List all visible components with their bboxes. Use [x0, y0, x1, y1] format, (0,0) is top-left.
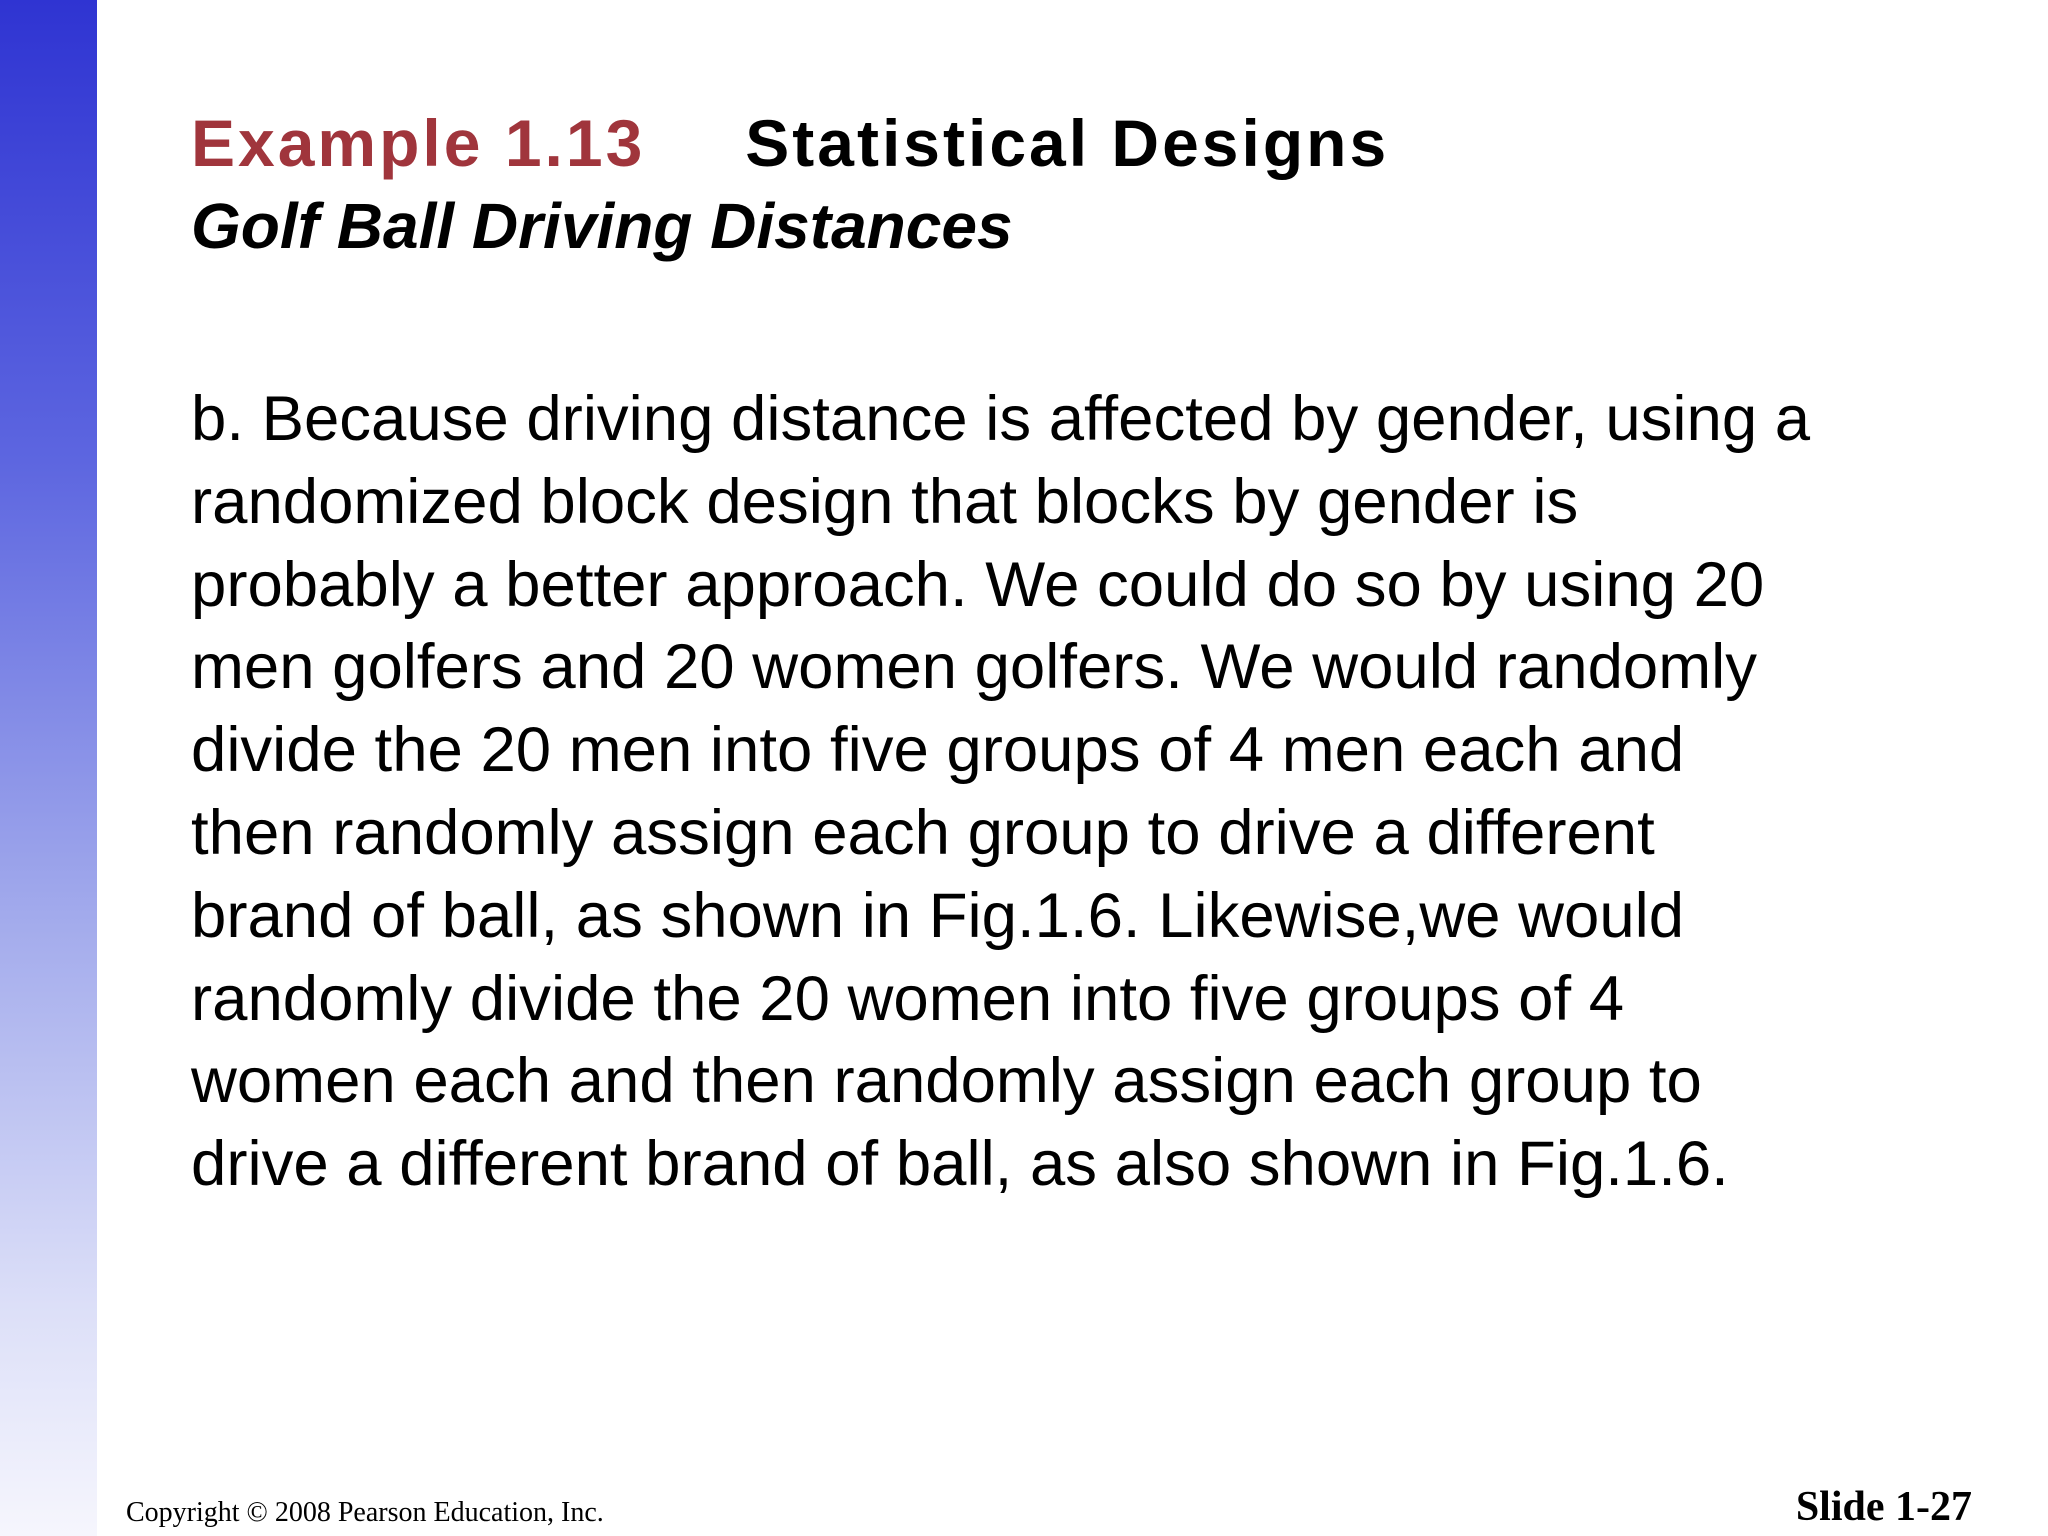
slide-subtitle: Golf Ball Driving Distances: [191, 190, 1013, 262]
body-line: then randomly assign each group to drive a different: [191, 797, 1655, 868]
body-line: randomized block design that blocks by gender is: [191, 466, 1579, 537]
slide-title: [191, 103, 1389, 183]
slide-sidebar-gradient: [0, 0, 97, 1536]
body-line: b. Because driving distance is affected by gender, using a: [191, 384, 1811, 454]
body-line: drive a different brand of ball, as also shown in Fig.1.6.: [191, 1129, 1729, 1200]
body-line: probably a better approach. We could do so by using 20: [191, 549, 1765, 620]
body-line: randomly divide the 20 women into five groups of 4: [191, 963, 1625, 1034]
body-line: brand of ball, as shown in Fig.1.6. Likewise,we would: [191, 880, 1685, 951]
copyright-notice: Copyright © 2008 Pearson Education, Inc.: [126, 1497, 604, 1528]
body-line: divide the 20 men into five groups of 4 men each and: [191, 715, 1685, 786]
slide-number: Slide 1-27: [1795, 1484, 1972, 1530]
body-text: [191, 378, 2001, 1206]
body-line: men golfers and 20 women golfers. We would randomly: [191, 632, 1757, 703]
body-line: women each and then randomly assign each group to: [191, 1046, 1702, 1117]
section-name: Statistical Designs: [745, 106, 1390, 180]
example-label: Example 1.13: [191, 106, 646, 180]
